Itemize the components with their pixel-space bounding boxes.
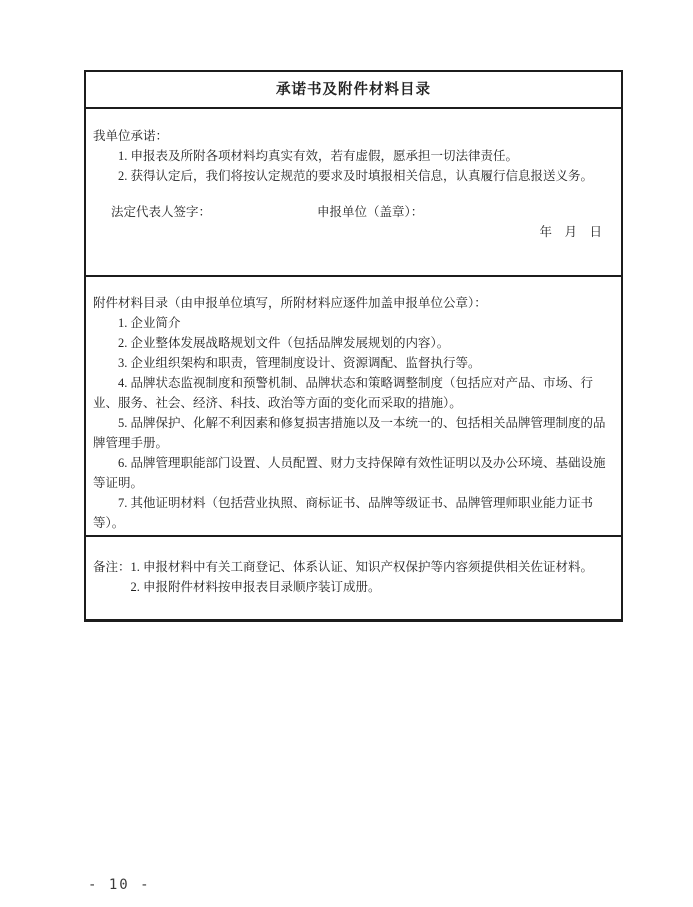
commitment-item-1: 1. 申报表及所附各项材料均真实有效，若有虚假，愿承担一切法律责任。: [118, 149, 519, 163]
remark-line-1: [93, 557, 612, 577]
date-line: 年 月 日: [539, 225, 602, 239]
applicant-unit-seal-label: 申报单位（盖章）：: [317, 205, 424, 219]
attachment-item-1: 1. 企业简介: [118, 316, 181, 330]
attachment-item-5: 5. 品牌保护、化解不利因素和修复损害措施以及一本统一的、包括相关品牌管理制度的品牌管理手册。: [93, 416, 606, 450]
attachment-item-4: 4. 品牌状态监视制度和预警机制、品牌状态和策略调整制度（包括应对产品、市场、行业、服务、社会、经济、科技、政治等方面的变化而采取的措施）。: [93, 376, 594, 410]
attachments-lead: 附件材料目录（由申报单位填写，所附材料应逐件加盖申报单位公章）：: [93, 296, 487, 310]
commitment-lead: 我单位承诺：: [93, 129, 169, 143]
attachments-section: [86, 277, 621, 537]
commitment-item-2: 2. 获得认定后，我们将按认定规范的要求及时填报相关信息，认真履行信息报送义务。: [118, 169, 594, 183]
attachment-item-6: 6. 品牌管理职能部门设置、人员配置、财力支持保障有效性证明以及办公环境、基础设施等证明。: [93, 456, 606, 490]
signature-line: [93, 202, 612, 222]
page-number: - 10 -: [88, 877, 151, 893]
remarks-section: [86, 537, 621, 619]
form-table: [84, 70, 623, 622]
attachment-item-3: 3. 企业组织架构和职责，管理制度设计、资源调配、监督执行等。: [118, 356, 481, 370]
legal-representative-signature-label: 法定代表人签字：: [111, 205, 212, 219]
remark-item-1: 1. 申报材料中有关工商登记、体系认证、知识产权保护等内容须提供相关佐证材料。: [130, 560, 594, 574]
form-title-row: [86, 72, 621, 109]
attachment-item-7: 7. 其他证明材料（包括营业执照、商标证书、品牌等级证书、品牌管理师职业能力证书等）。: [93, 496, 594, 530]
remark-item-2: 2. 申报附件材料按申报表目录顺序装订成册。: [130, 580, 381, 594]
remarks-label: 备注：: [93, 560, 131, 574]
attachment-item-2: 2. 企业整体发展战略规划文件（包括品牌发展规划的内容）。: [118, 336, 450, 350]
commitment-section: [86, 109, 621, 277]
form-title: 承诺书及附件材料目录: [276, 81, 431, 98]
